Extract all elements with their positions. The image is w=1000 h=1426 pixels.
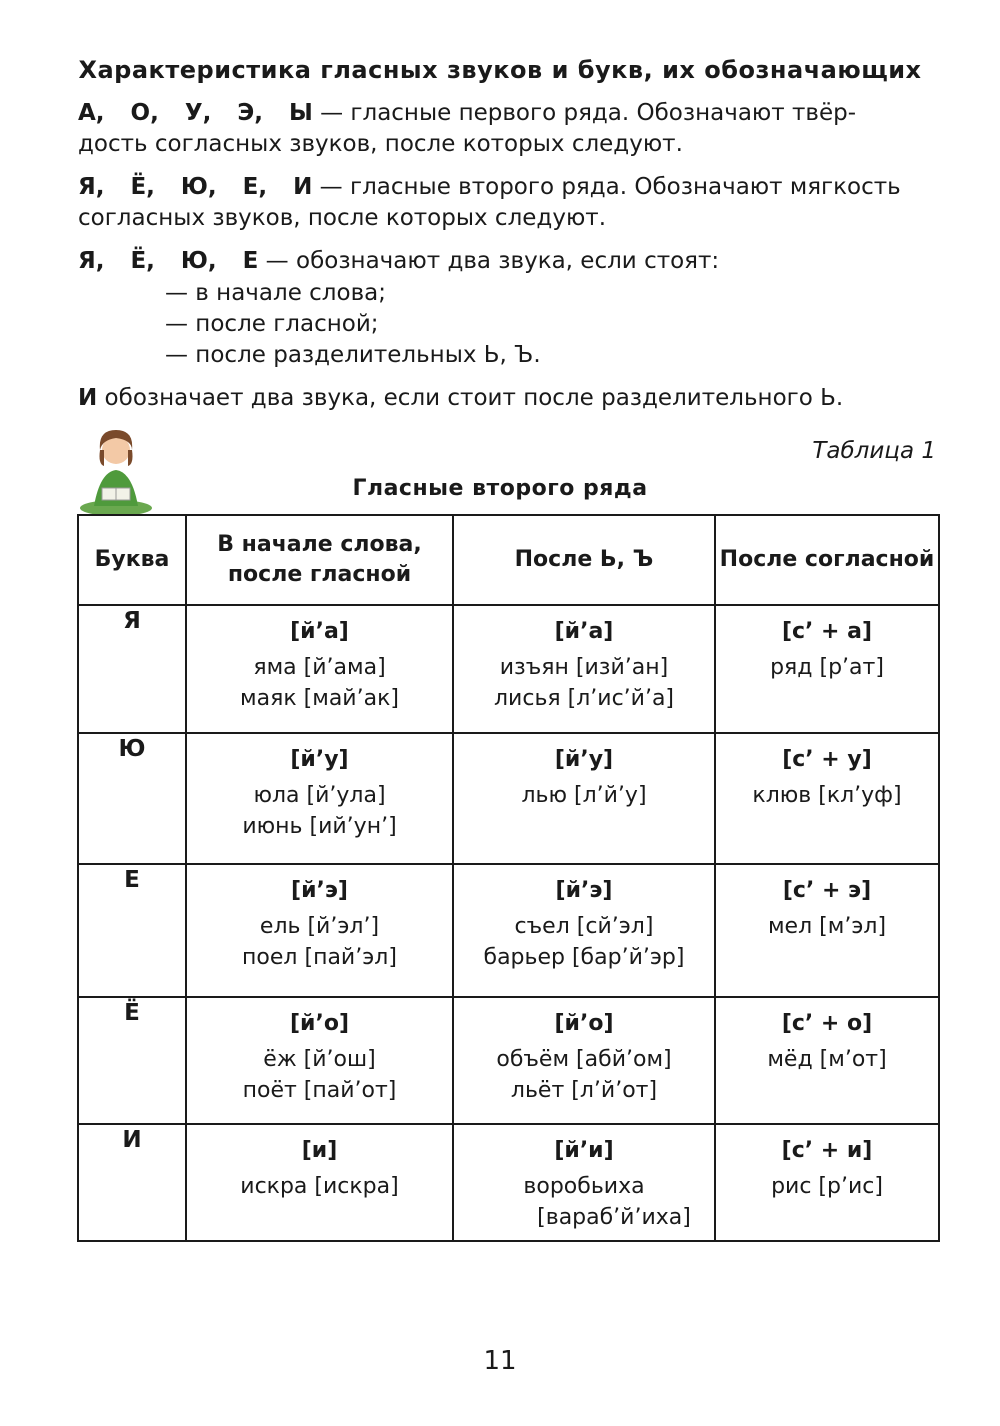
sound-transcription: [й’а] (290, 619, 349, 644)
page-heading: Характеристика гласных звуков и букв, их обозначающих (78, 56, 922, 84)
rule-item-1: — в начале слова; (165, 280, 386, 306)
cell-after-consonant (715, 733, 939, 864)
sound-transcription: [с’ + э] (782, 878, 872, 903)
cell-after-signs (453, 864, 715, 997)
example-word: лисья [л’ис’й’а] (493, 686, 675, 711)
example-word: воробьиха (523, 1174, 645, 1199)
cell-after-signs (453, 733, 715, 864)
rule-two-sounds-letters: Я, Ё, Ю, Е (78, 248, 259, 274)
rule-i-letter (78, 383, 938, 414)
example-word: ель [й’эл’] (259, 914, 380, 939)
rule-first-row (78, 98, 938, 160)
sound-transcription: [й’а] (554, 619, 614, 644)
example-word: объём [абй’ом] (496, 1047, 672, 1072)
example-word: ряд [р’ат] (770, 655, 884, 680)
cell-start-of-word (186, 605, 453, 733)
rule-second-row (78, 172, 938, 234)
example-word: искра [искра] (240, 1174, 399, 1199)
row-letter: Е (78, 864, 186, 997)
cell-start-of-word (186, 733, 453, 864)
table-number: Таблица 1 (812, 438, 936, 464)
cell-after-signs (453, 997, 715, 1124)
sound-transcription: [й’у] (290, 747, 349, 772)
example-word: съел [сй’эл] (514, 914, 654, 939)
header-start-of-word: В начале слова, после гласной (186, 515, 453, 605)
rule-first-row-text-1: — гласные первого ряда. Обозначают твёр- (312, 100, 856, 126)
table-title: Гласные второго ряда (352, 476, 648, 501)
cell-start-of-word (186, 997, 453, 1124)
sound-transcription: [с’ + и] (781, 1138, 873, 1163)
example-word: ёж [й’ош] (263, 1047, 376, 1072)
sound-transcription: [и] (301, 1138, 338, 1163)
cell-start-of-word (186, 1124, 453, 1241)
sound-transcription: [й’и] (554, 1138, 614, 1163)
sound-transcription: [й’о] (290, 1011, 349, 1036)
table-row (78, 864, 939, 997)
rule-second-row-text-1: — гласные второго ряда. Обозначают мягкость (312, 174, 901, 200)
example-word: июнь [ий’ун’] (242, 814, 397, 839)
cell-start-of-word (186, 864, 453, 997)
rule-first-row-text-2: дость согласных звуков, после которых следуют. (78, 131, 683, 157)
rule-i-letter-bold: И (78, 385, 98, 411)
example-word: мёд [м’от] (767, 1047, 887, 1072)
example-word: [вараб’й’иха] (537, 1205, 691, 1230)
row-letter: Я (78, 605, 186, 733)
header-letter: Буква (78, 515, 186, 605)
rule-two-sounds-text: — обозначают два звука, если стоят: (258, 248, 720, 274)
sound-transcription: [й’э] (555, 878, 613, 903)
sound-transcription: [с’ + у] (782, 747, 872, 772)
example-word: рис [р’ис] (771, 1174, 883, 1199)
sound-transcription: [с’ + о] (781, 1011, 873, 1036)
sound-transcription: [й’о] (554, 1011, 614, 1036)
example-word: маяк [май’ак] (240, 686, 399, 711)
rule-two-sounds (78, 246, 938, 277)
example-word: юла [й’ула] (253, 783, 386, 808)
sound-transcription: [с’ + а] (781, 619, 873, 644)
example-word: изъян [изй’ан] (499, 655, 669, 680)
header-after-consonant: После согласной (715, 515, 939, 605)
table-row (78, 997, 939, 1124)
sound-transcription: [й’э] (291, 878, 348, 903)
header-after-signs: После Ь, Ъ (453, 515, 715, 605)
cell-after-consonant (715, 1124, 939, 1241)
rule-i-letter-text: обозначает два звука, если стоит после разделительного Ь. (97, 385, 844, 411)
cell-after-consonant (715, 997, 939, 1124)
example-word: мел [м’эл] (767, 914, 887, 939)
row-letter: И (78, 1124, 186, 1241)
rule-item-2: — после гласной; (165, 311, 379, 337)
example-word: яма [й’ама] (253, 655, 386, 680)
example-word: поел [пай’эл] (242, 945, 397, 970)
table-row (78, 733, 939, 864)
rule-second-row-text-2: согласных звуков, после которых следуют. (78, 205, 607, 231)
cell-after-consonant (715, 605, 939, 733)
rule-item-3: — после разделительных Ь, Ъ. (165, 342, 541, 368)
sound-transcription: [й’у] (554, 747, 614, 772)
cell-after-consonant (715, 864, 939, 997)
cell-after-signs (453, 1124, 715, 1241)
example-word: клюв [кл’уф] (752, 783, 902, 808)
table-header-row (78, 515, 939, 605)
example-word: льёт [л’й’от] (510, 1078, 658, 1103)
table-row (78, 605, 939, 733)
rule-first-row-letters: А, О, У, Э, Ы (78, 100, 313, 126)
row-letter: Ю (78, 733, 186, 864)
example-word: поёт [пай’от] (242, 1078, 397, 1103)
row-letter: Ё (78, 997, 186, 1124)
table-row (78, 1124, 939, 1241)
page-number: 11 (483, 1346, 517, 1376)
rule-second-row-letters: Я, Ё, Ю, Е, И (78, 174, 313, 200)
example-word: барьер [бар’й’эр] (483, 945, 685, 970)
reading-girl-illustration (76, 420, 156, 518)
example-word: лью [л’й’у] (521, 783, 647, 808)
cell-after-signs (453, 605, 715, 733)
vowels-table (77, 514, 940, 1242)
